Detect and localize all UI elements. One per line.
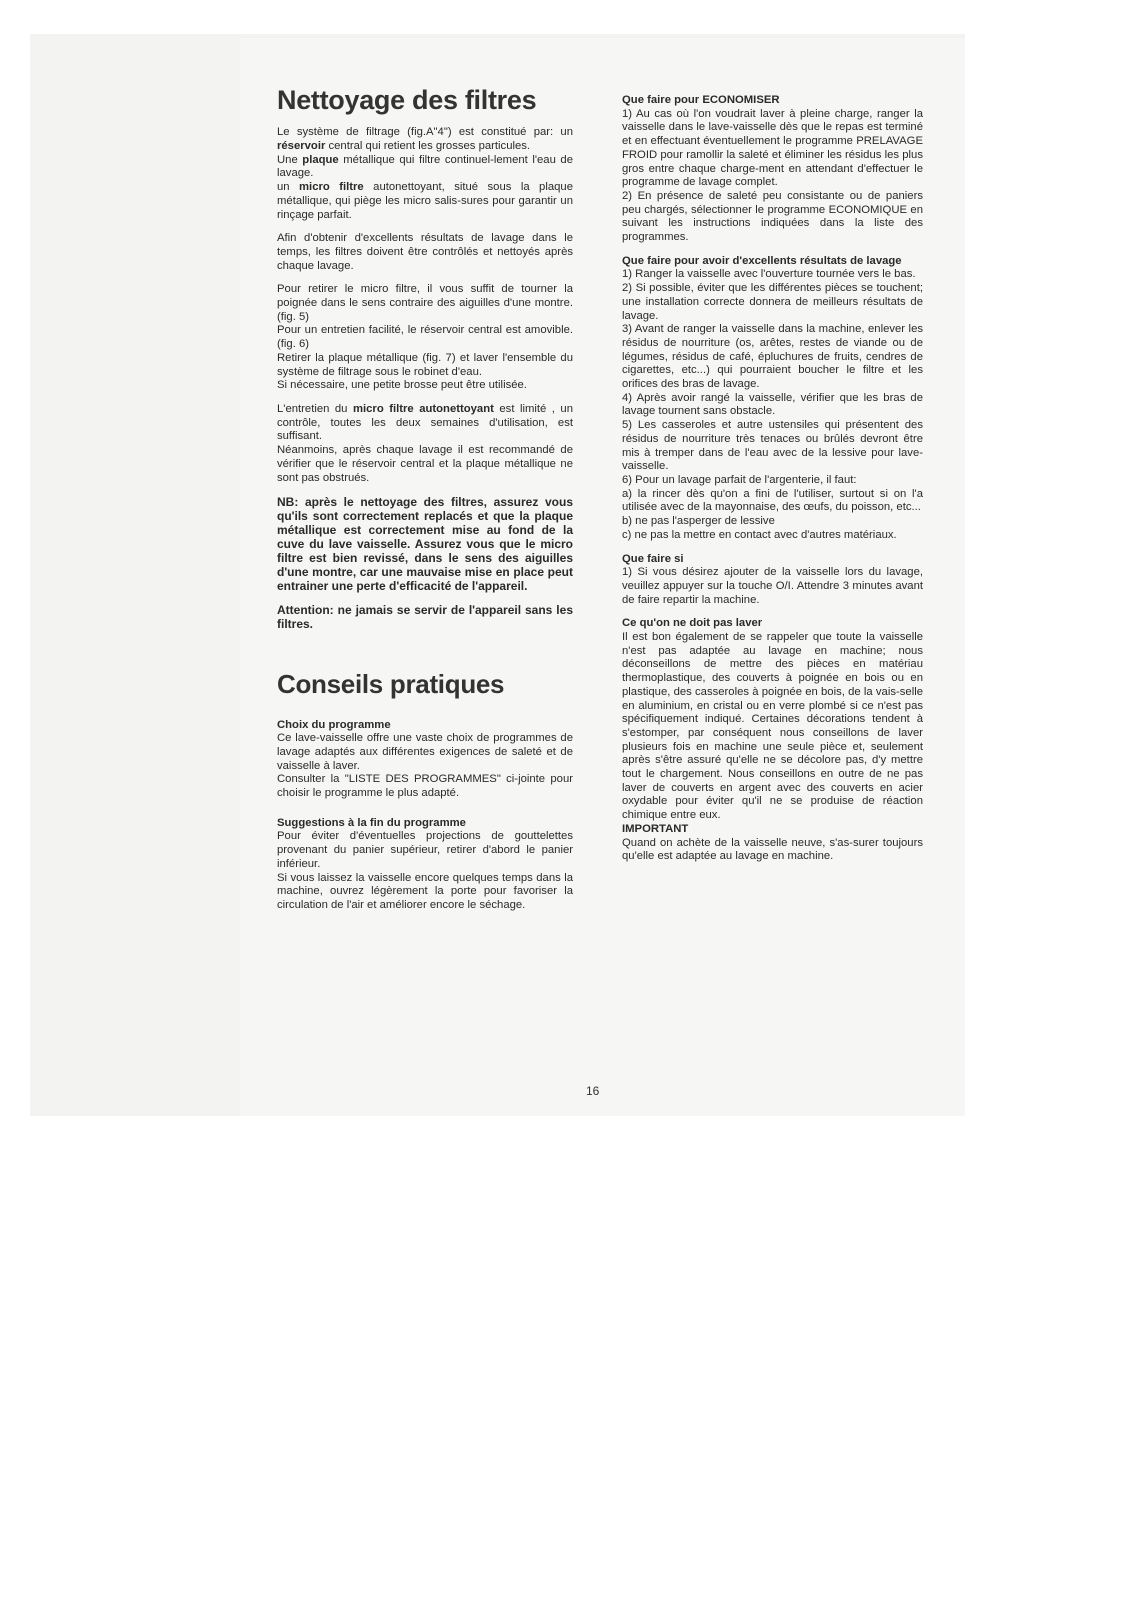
end-of-program-block: Suggestions à la fin du programme Pour éviter d'éventuelles projections de gouttelettes provenant du panier supérieur, retirer d'abord le panier inférieur. Si vous laissez la vaisselle encore quelques temps dans la machine, ouvrez légèrement la porte pour favoriser la circulation de l'air et améliorer encore le séchage. [277,816,573,911]
program-choice-heading: Choix du programme [277,718,391,731]
term-plaque: plaque [302,153,339,166]
term-reservoir: réservoir [277,140,326,153]
attention-warning: Attention: ne jamais se servir de l'appareil sans les filtres. [277,603,573,632]
cleaning-frequency-paragraph: Afin d'obtenir d'excellents résultats de lavage dans le temps, les filtres doivent être contrôlés et nettoyés après chaque lavage. [277,232,573,272]
section-title-filters: Nettoyage des filtres [277,85,537,115]
results-heading: Que faire pour avoir d'excellents résultats de lavage [622,254,902,267]
term-micro-filtre: micro filtre [299,181,364,194]
removal-instructions-paragraph: Pour retirer le micro filtre, il vous suffit de tourner la poignée dans le sens contraire des aiguilles d'une montre. (fig. 5) Pour un entretien facilité, le réservoir central est amovible.(fig. 6) Retirer la plaque métallique (fig. 7) et laver l'ensemble du système de filtrage sous le robinet d'eau. Si nécessaire, une petite brosse peut être utilisée. [277,283,573,392]
economy-heading: Que faire pour ECONOMISER [622,94,780,106]
section-title-tips: Conseils pratiques [277,669,505,700]
maintenance-paragraph: L'entretien du micro filtre autonettoyant est limité , un contrôle, toutes les deux semaines d'utilisation, est suffisant. Néanmoins, après chaque lavage il est recommandé de vérifier que le réservoir central et la plaque métallique ne sont pas obstrués. [277,403,574,484]
right-column [622,94,923,874]
nb-warning: NB: après le nettoyage des filtres, assurez vous qu'ils sont correctement replacés et que la plaque métallique est correctement mise au fond de la cuve du lave vaisselle. Assurez vous que le micro filtre est bien revissé, dans le sens des aiguilles d'une montre, car une mauvaise mise en place peut entrainer une perte d'efficacité de l'appareil. [277,495,573,594]
do-not-wash-heading: Ce qu'on ne doit pas laver [622,617,763,630]
end-of-program-heading: Suggestions à la fin du programme [277,816,466,829]
what-if-heading: Que faire si [622,552,684,565]
economy-block: Que faire pour ECONOMISER 1) Au cas où l'on voudrait laver à pleine charge, ranger la vaisselle dans le lave-vaisselle dès que le repas est terminé et en effectuant éventuellement le programme PRELAVAGE FROID pour ramollir la saleté et éliminer les résidus les plus gros entre chaque charge-ment en attendant d'effectuer le programme de lavage complet. 2) En présence de saleté peu consistante ou de paniers peu chargés, sélectionner le programme ECONOMIQUE en suivant les instructions indiquées dans la liste des programmes. [622,94,923,244]
filter-system-paragraph: Le système de filtrage (fig.A"4") est constitué par: un réservoir central qui retient les grosses particules. Une plaque métallique qui filtre continuel-lement l'eau de lavage. un micro filtre autonettoyant, situé sous la plaque métallique, qui piège les micro salis-sures pour garantir un rinçage parfait. [277,126,573,221]
left-column [277,86,573,923]
program-choice-block: Choix du programme Ce lave-vaisselle offre une vaste choix de programmes de lavage adaptés aux différentes exigences de saleté et de vaisselle à laver. Consulter la "LISTE DES PROGRAMMES" ci-jointe pour choisir le programme le plus adapté. [277,718,573,800]
important-heading: IMPORTANT [622,822,689,835]
page-number: 16 [586,1084,600,1098]
what-if-block: Que faire si 1) Si vous désirez ajouter de la vaisselle lors du lavage, veuillez appuyer sur la touche O/I. Attendre 3 minutes avant de faire repartir la machine. [622,552,923,606]
do-not-wash-block: Ce qu'on ne doit pas laver Il est bon également de se rappeler que toute la vaisselle n'est pas adaptée au lavage en machine; nous déconseillons de mettre des pièces en matériau thermoplastique, des couverts à poignée en bois ou en plastique, des casseroles à poignée en bois, de la vais-selle en aluminium, en cristal ou en verre plombé si ce n'est pas spécifiquement indiqué. Certaines décorations tendent à s'estomper, par conséquent nous conseillons de laver plusieurs fois en machine une seule pièce et, seulement après s'être assuré qu'elle ne se décolore pas, d'y mettre tout le chargement. Nous conseillons en outre de ne pas laver de couverts en argent avec des couverts en acier oxydable pour éviter qu'il ne se produise de réaction chimique entre eux. IMPORTANT Quand on achète de la vaisselle neuve, s'as-surer toujours qu'elle est adaptée au lavage en machine. [622,617,923,863]
results-block: Que faire pour avoir d'excellents résultats de lavage 1) Ranger la vaisselle avec l'ouverture tournée vers le bas. 2) Si possible, éviter que les différentes pièces se touchent; une installation correcte donnera de meilleurs résultats de lavage. 3) Avant de ranger la vaisselle dans la machine, enlever les résidus de nourriture (os, arêtes, restes de viande ou de légumes, résidus de café, épluchures de fruits, cendres de cigarettes, etc...) qui pourraient boucher le filtre et les orifices des bras de lavage. 4) Après avoir rangé la vaisselle, vérifier que les bras de lavage tournent sans obstacle. 5) Les casseroles et autre ustensiles qui présentent des résidus de nourriture très tenaces ou brûlés devront être mis à tremper dans de l'eau avec de la lessive pour lave-vaisselle. 6) Pour un lavage parfait de l'argenterie, il faut: a) la rincer dès qu'on a fini de l'utiliser, surtout si on l'a utilisée avec de la mayonnaise, des œufs, du poisson, etc... b) ne pas l'asperger de lessive c) ne pas la mettre en contact avec d'autres matériaux. [622,254,923,541]
